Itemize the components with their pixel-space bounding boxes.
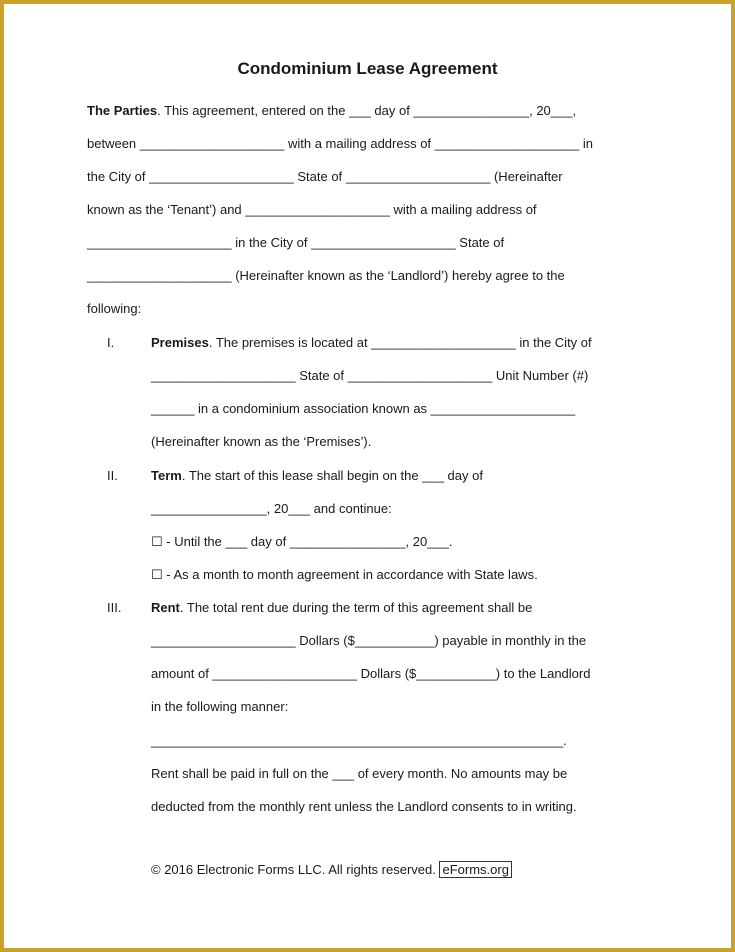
term-line-2: ________________, 20___ and continue: [151, 501, 392, 516]
parties-line-5: ____________________ in the City of ____________________ State of [87, 235, 505, 250]
parties-line-3: the City of ____________________ State of ____________________ (Hereinafter [87, 169, 563, 184]
document-title: Condominium Lease Agreement [237, 59, 498, 78]
rent-line-2: ____________________ Dollars ($___________) payable in monthly in the [151, 633, 587, 648]
rent-line-1 [151, 599, 532, 617]
premises-line-1 [151, 334, 592, 352]
rent-line-3: amount of ____________________ Dollars ($___________) to the Landlord [151, 666, 591, 681]
rent-line-6: Rent shall be paid in full on the ___ of every month. No amounts may be [151, 766, 568, 781]
rent-manner-blank: _________________________________________________________. [151, 733, 567, 748]
premises-text: . The premises is located at ____________________ in the City of [208, 335, 592, 350]
term-text: . The start of this lease shall begin on the ___ day of [181, 468, 483, 483]
parties-line-7: following: [87, 301, 142, 316]
parties-line-4: known as the ‘Tenant’) and ____________________ with a mailing address of [87, 202, 537, 217]
premises-heading: Premises [151, 335, 209, 350]
footer-copyright: © 2016 Electronic Forms LLC. All rights reserved. [151, 862, 436, 877]
section-numeral: II. [107, 468, 118, 483]
premises-line-2: ____________________ State of ____________________ Unit Number (#) [151, 368, 589, 383]
section-numeral: I. [107, 335, 115, 350]
rent-line-4: in the following manner: [151, 699, 289, 714]
eforms-brand-link[interactable]: eForms.org [439, 861, 511, 878]
parties-line-2: between ____________________ with a mailing address of ____________________ in [87, 136, 593, 151]
term-heading: Term [151, 468, 182, 483]
parties-line-6: ____________________ (Hereinafter known as the ‘Landlord’) hereby agree to the [87, 268, 565, 283]
rent-line-7: deducted from the monthly rent unless the Landlord consents to in writing. [151, 799, 577, 814]
term-checkbox-until[interactable]: ☐ - Until the ___ day of ________________, 20___. [151, 534, 453, 549]
parties-line-1 [87, 102, 576, 120]
premises-line-3: ______ in a condominium association known as ____________________ [151, 401, 576, 416]
parties-heading: The Parties [87, 103, 158, 118]
parties-text: . This agreement, entered on the ___ day of ________________, 20___, [157, 103, 577, 118]
term-line-1 [151, 467, 483, 485]
rent-heading: Rent [151, 600, 180, 615]
footer [151, 861, 512, 879]
rent-text: . The total rent due during the term of this agreement shall be [179, 600, 533, 615]
section-numeral: III. [107, 600, 122, 615]
term-checkbox-month-to-month[interactable]: ☐ - As a month to month agreement in accordance with State laws. [151, 567, 538, 582]
premises-line-4: (Hereinafter known as the ‘Premises’). [151, 434, 372, 449]
